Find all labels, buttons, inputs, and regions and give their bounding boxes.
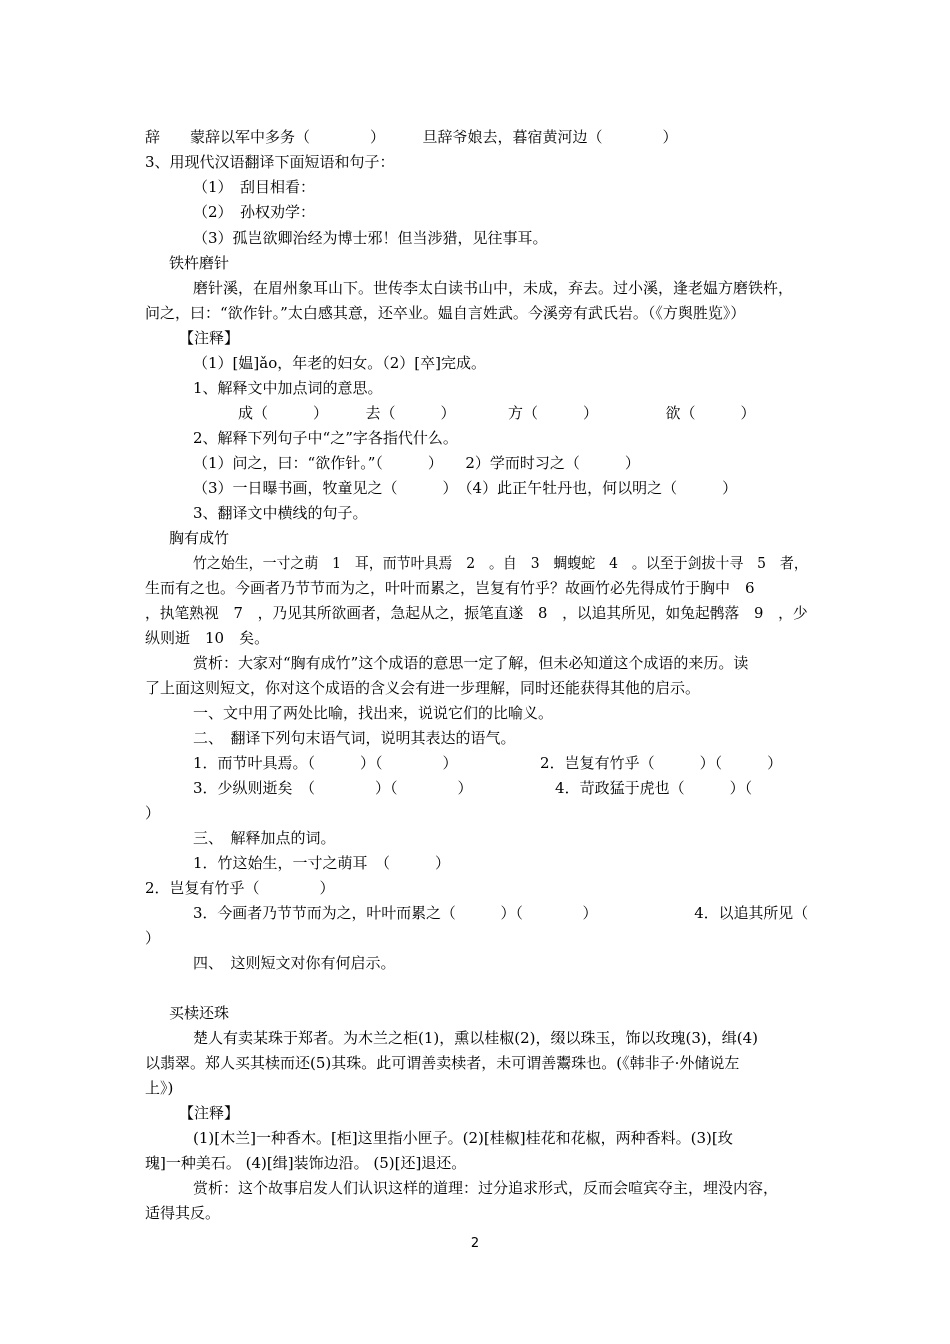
text-line: 楚人有卖某珠于郑者。为木兰之柜(1)，熏以桂椒(2)，缀以珠玉，饰以玫瑰(3)，缉(4) xyxy=(193,1029,758,1047)
text-line: ，执笔熟视 7 ，乃见其所欲画者，急起从之，振笔直遂 8 ，以追其所见，如兔起鹘落 9 ，少 xyxy=(145,604,808,622)
text-line: 1．而节叶具焉。（ ）（ ） 2．岂复有竹乎（ ）（ ） xyxy=(193,754,783,772)
text-line: ） xyxy=(145,929,161,947)
notes-heading: 【注释】 xyxy=(179,329,240,347)
text-line: 二、 翻译下列句末语气词，说明其表达的语气。 xyxy=(193,729,516,747)
text-line: 四、 这则短文对你有何启示。 xyxy=(193,954,396,972)
text-line: 瑰]一种美石。 (4)[缉]装饰边沿。 (5)[还]退还。 xyxy=(145,1154,467,1172)
section-title: 铁杵磨针 xyxy=(169,254,230,272)
text-line: ） xyxy=(145,804,161,822)
text-line: 以翡翠。郑人买其椟而还(5)其珠。此可谓善卖椟者，未可谓善鬻珠也。(《韩非子·外储说左 xyxy=(145,1054,740,1072)
text-line: 磨针溪，在眉州象耳山下。世传李太白读书山中，未成，弃去。过小溪，逢老媪方磨铁杵， xyxy=(193,279,794,297)
text-line: 辞 蒙辞以军中多务（ ） 旦辞爷娘去，暮宿黄河边（ ） xyxy=(145,128,678,146)
text-line: 成（ ） 去（ ） 方（ ） 欲（ ） xyxy=(238,404,756,422)
text-line: 生而有之也。今画者乃节节而为之，叶叶而累之，岂复有竹乎？故画竹必先得成竹于胸中 6 xyxy=(145,579,755,597)
text-line: 赏析：这个故事启发人们认识这样的道理：过分追求形式，反而会喧宾夺主，埋没内容， xyxy=(193,1179,779,1197)
text-line: 1、解释文中加点词的意思。 xyxy=(193,379,383,397)
text-line: 问之，曰：“欲作针。”太白感其意，还卒业。媪自言姓武。今溪旁有武氏岩。（《方舆胜览》） xyxy=(145,304,746,322)
text-line: （1） 刮目相看： xyxy=(193,178,316,196)
text-line: 赏析：大家对“胸有成竹”这个成语的意思一定了解，但未必知道这个成语的来历。读 xyxy=(193,654,749,672)
text-line: 了上面这则短文，你对这个成语的含义会有进一步理解，同时还能获得其他的启示。 xyxy=(145,679,701,697)
text-line: (1)[木兰]一种香木。[柜]这里指小匣子。(2)[桂椒]桂花和花椒，两种香料。(3)[玫 xyxy=(193,1129,733,1147)
text-line: 1．竹这始生，一寸之萌耳 （ ） xyxy=(193,854,451,872)
section-title: 买椟还珠 xyxy=(169,1004,230,1022)
text-line: 3．少纵则逝矣 （ ）（ ） 4．苛政猛于虎也（ ）（ xyxy=(193,779,753,797)
text-line: 2、解释下列句子中“之”字各指代什么。 xyxy=(193,429,458,447)
text-line: 上》) xyxy=(145,1079,174,1097)
page-number: 2 xyxy=(470,1236,480,1251)
section-title: 胸有成竹 xyxy=(169,529,230,547)
text-line: （2） 孙权劝学： xyxy=(193,203,316,221)
text-line: 竹之始生，一寸之萌 1 耳，而节叶具焉 2 。自 3 蜩蝮蛇 4 。以至于剑拔十寻 5 者， xyxy=(193,554,808,572)
text-line: （1）问之，曰：“欲作针。”（ ） 2）学而时习之（ ） xyxy=(193,454,640,472)
text-line: 3、翻译文中横线的句子。 xyxy=(193,504,368,522)
text-line: 适得其反。 xyxy=(145,1204,221,1222)
notes-heading: 【注释】 xyxy=(179,1104,240,1122)
text-line: 2．岂复有竹乎（ ） xyxy=(145,879,335,897)
text-line: （3）孤岂欲卿治经为博士邪！但当涉猎，见往事耳。 xyxy=(193,229,548,247)
text-line: 纵则逝 10 矣。 xyxy=(145,629,270,647)
text-line: （1）[媪]ǎo，年老的妇女。（2）[卒]完成。 xyxy=(193,354,486,372)
text-line: 三、 解释加点的词。 xyxy=(193,829,336,847)
text-line: 一、文中用了两处比喻，找出来，说说它们的比喻义。 xyxy=(193,704,554,722)
text-line: 3、用现代汉语翻译下面短语和句子： xyxy=(145,153,395,171)
text-line: 3．今画者乃节节而为之，叶叶而累之（ ）（ ） 4．以追其所见（ xyxy=(193,904,809,922)
text-line: （3）一日曝书画，牧童见之（ ） （4）此正午牡丹也，何以明之（ ） xyxy=(193,479,738,497)
